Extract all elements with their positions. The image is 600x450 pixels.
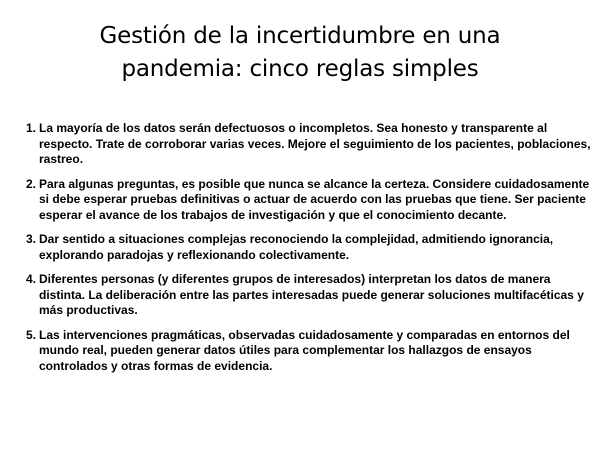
rule-item-4: [26, 272, 594, 319]
rule-number: 3.: [26, 232, 37, 246]
rule-item-5: [26, 328, 594, 375]
rules-list: [26, 121, 594, 383]
rule-number: 2.: [26, 176, 37, 191]
slide-title-line-2: pandemia: cinco reglas simples: [121, 56, 479, 82]
rule-text: Para algunas preguntas, es posible que nunca se alcance la certeza. Considere cuidadosamente si debe esperar pruebas definitivas o actuar de acuerdo con las pruebas que tiene. Ser paciente esperar el avance de los trabajos de investigación y que el conocimiento decante.: [39, 176, 590, 222]
rule-item-1: [26, 121, 594, 168]
rule-text: Diferentes personas (y diferentes grupos de interesados) interpretan los datos de manera distinta. La deliberación entre las partes interesadas puede generar soluciones multifacéticas y más productivas.: [39, 272, 584, 317]
rule-item-2: [26, 177, 594, 224]
rule-number: 1.: [26, 121, 37, 135]
slide-title-line-1: Gestión de la incertidumbre en una: [99, 23, 501, 49]
rule-item-3: [26, 232, 594, 263]
rule-text: Dar sentido a situaciones complejas reconociendo la complejidad, admitiendo ignorancia, explorando paradojas y reflexionando colectivamente.: [39, 232, 554, 262]
rule-number: 4.: [26, 272, 37, 286]
rule-text: La mayoría de los datos serán defectuosos o incompletos. Sea honesto y transparente al respecto. Trate de corroborar varias veces. Mejore el seguimiento de los pacientes, poblaciones, rastreo.: [39, 121, 591, 166]
slide-title: [40, 20, 560, 86]
rule-number: 5.: [26, 327, 37, 342]
rule-text: Las intervenciones pragmáticas, observadas cuidadosamente y comparadas en entornos del mundo real, pueden generar datos útiles para complementar los hallazgos de ensayos controlados y otras formas de evidencia.: [39, 327, 570, 373]
